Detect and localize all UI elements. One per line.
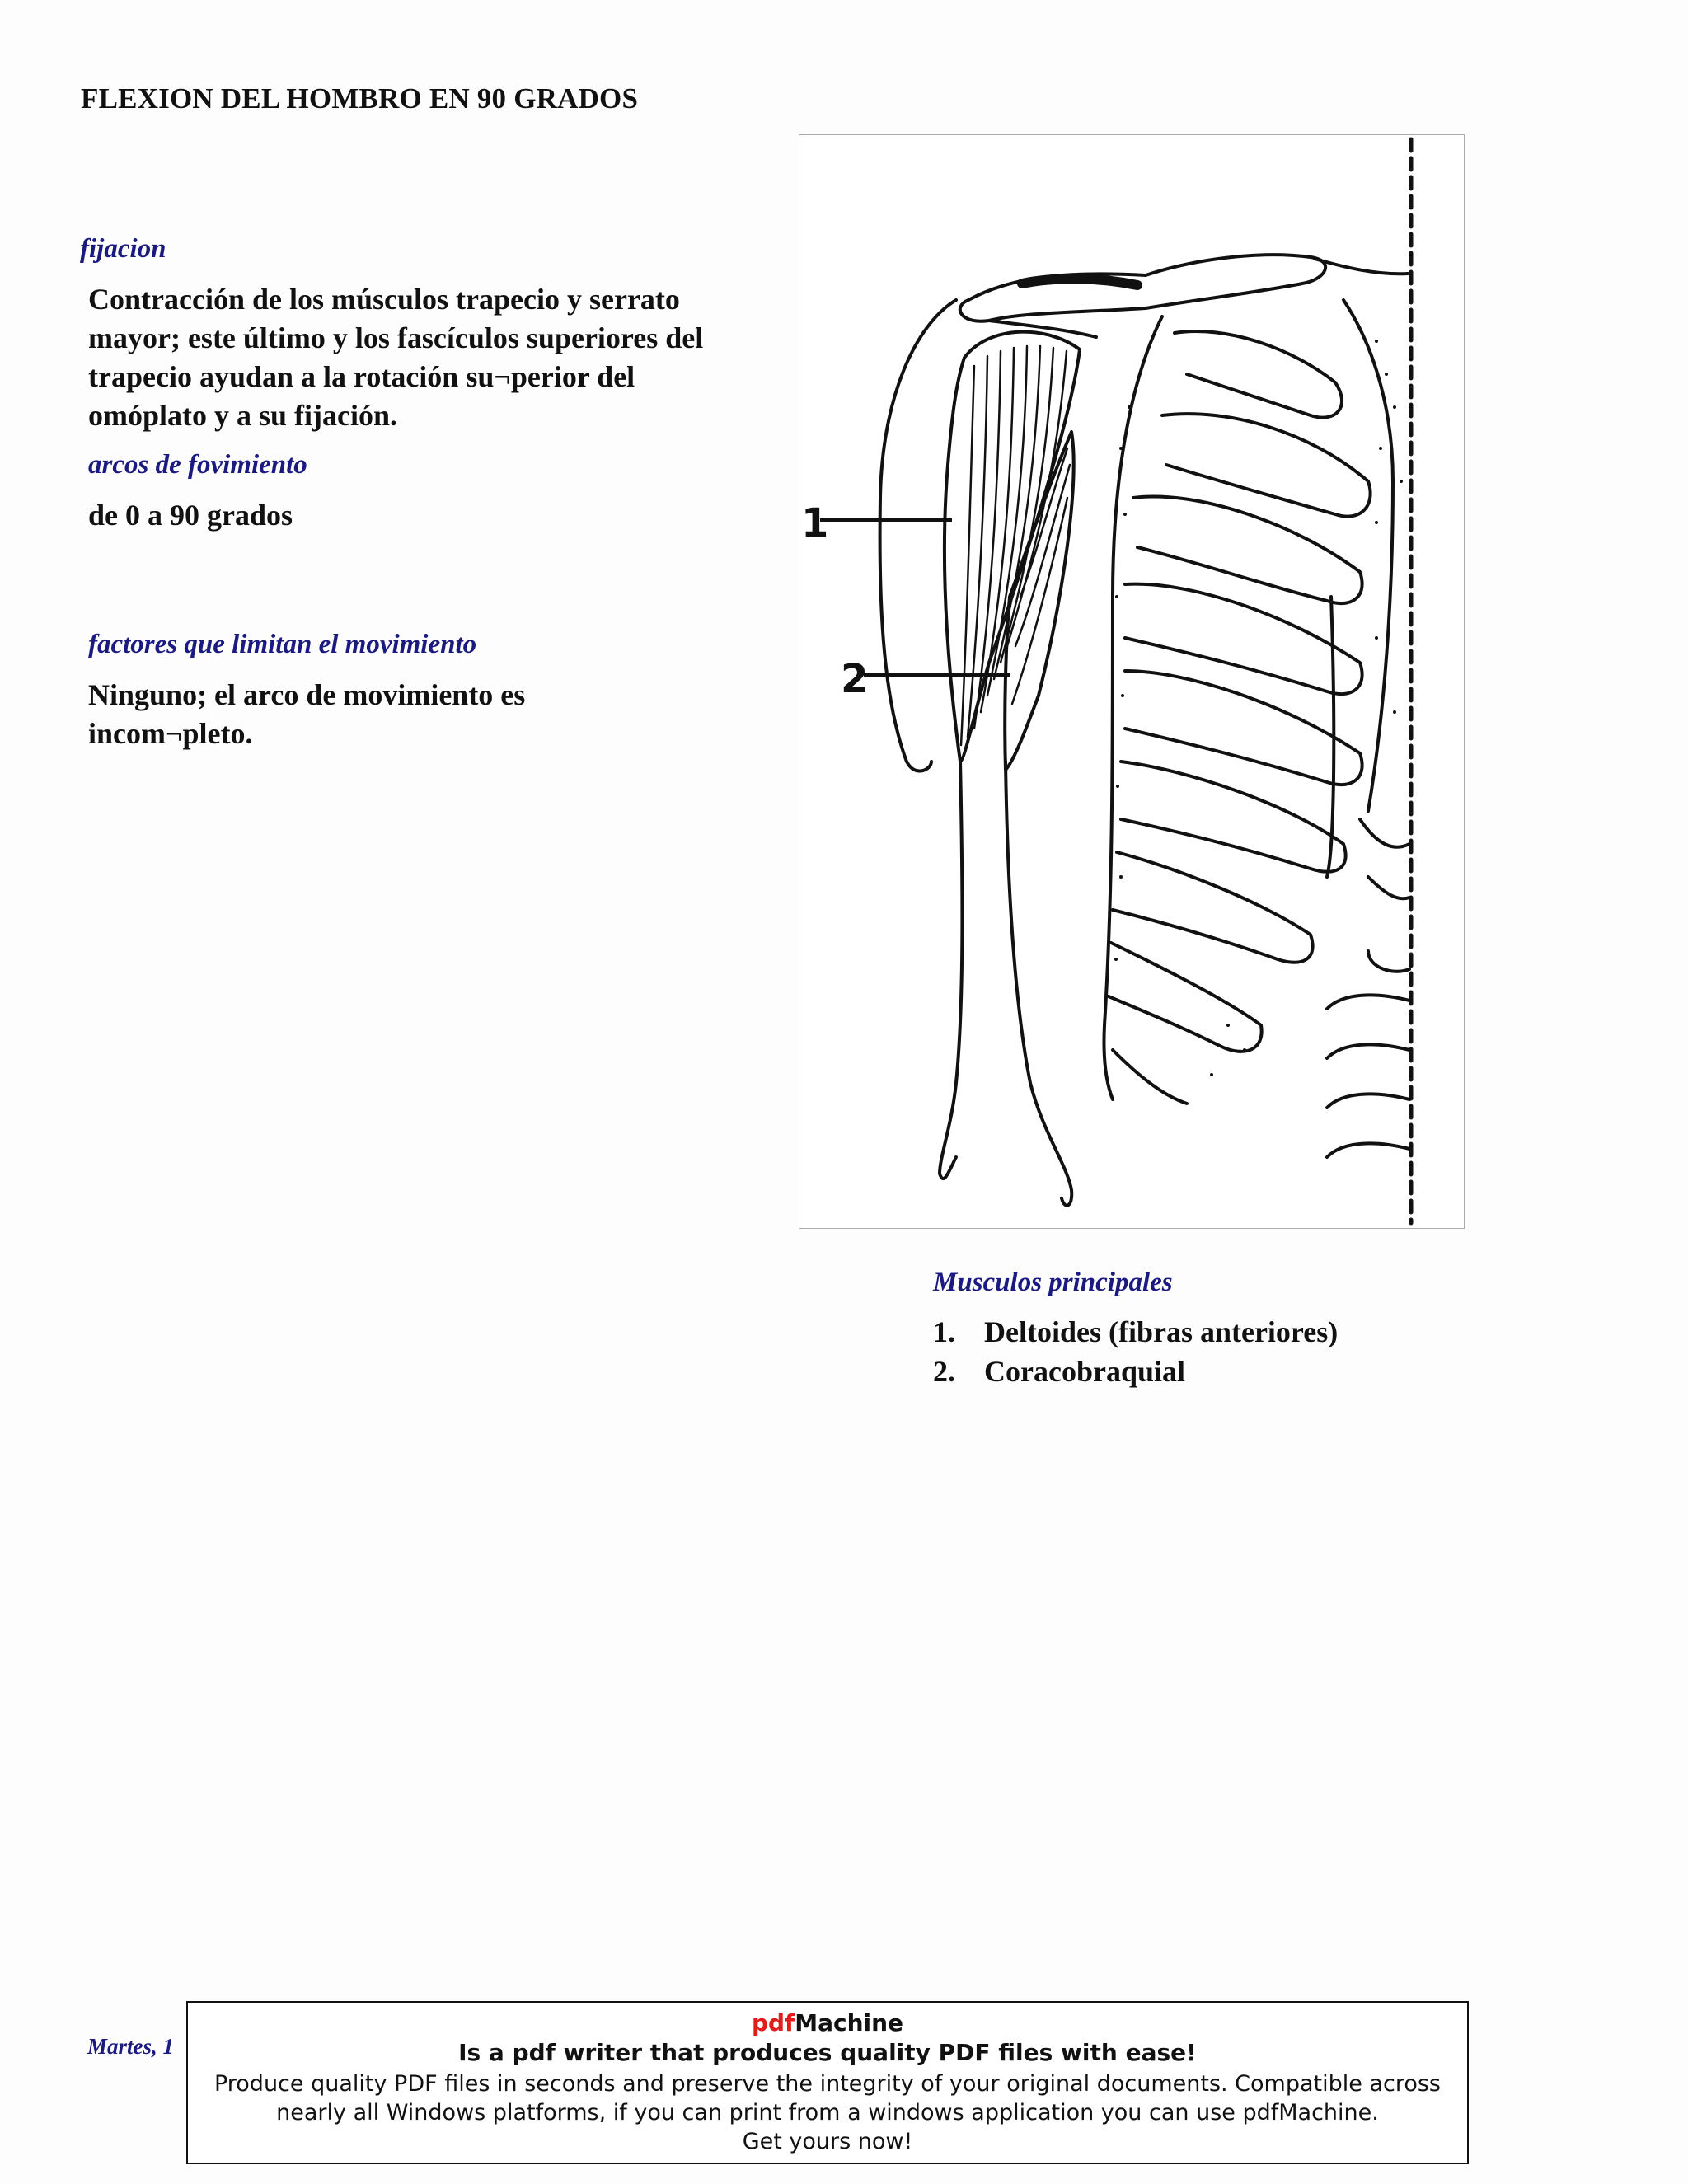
arcos-label: arcos de fovimiento (88, 450, 307, 480)
list-item (933, 1352, 1338, 1391)
page-title: FLEXION DEL HOMBRO EN 90 GRADOS (81, 82, 639, 115)
banner-cta[interactable]: Get yours now! (742, 2129, 913, 2154)
footer-date: Martes, 1 (87, 2034, 175, 2059)
banner-brand (188, 2009, 1467, 2036)
fijacion-body (88, 280, 703, 435)
list-item-text: Coracobraquial (984, 1355, 1186, 1388)
brand-pdf: pdf (751, 2009, 795, 2036)
list-item-number: 1. (933, 1315, 955, 1348)
arcos-body: de 0 a 90 grados (88, 499, 293, 532)
musculos-label: Musculos principales (933, 1268, 1173, 1297)
factores-body (88, 676, 525, 753)
fijacion-line: omóplato y a su fijación. (88, 399, 398, 432)
pdfmachine-banner[interactable] (186, 2001, 1469, 2164)
shoulder-anatomy-figure (799, 134, 1465, 1229)
banner-desc-line: nearly all Windows platforms, if you can print from a windows application you can use pdfMachine. (276, 2100, 1379, 2125)
musculos-list (933, 1312, 1338, 1391)
fijacion-line: trapecio ayudan a la rotación su¬perior del (88, 360, 635, 393)
marker-2: 2 (841, 656, 869, 702)
marker-1: 1 (801, 500, 829, 546)
list-item-text: Deltoides (fibras anteriores) (984, 1315, 1339, 1348)
factores-line: incom¬pleto. (88, 717, 253, 750)
banner-description (213, 2069, 1442, 2156)
factores-line: Ninguno; el arco de movimiento es (88, 678, 526, 711)
banner-tagline: Is a pdf writer that produces quality PDF files with ease! (458, 2039, 1197, 2066)
shoulder-anatomy-icon (799, 135, 1464, 1228)
list-item (933, 1312, 1338, 1352)
fijacion-line: mayor; este último y los fascículos superiores del (88, 321, 704, 354)
list-item-number: 2. (933, 1355, 955, 1388)
fijacion-label: fijacion (80, 234, 166, 264)
fijacion-line: Contracción de los músculos trapecio y serrato (88, 283, 680, 316)
banner-desc-line: Produce quality PDF files in seconds and preserve the integrity of your original documents. Compatible across (213, 2071, 1442, 2097)
brand-machine: Machine (795, 2009, 904, 2036)
factores-label: factores que limitan el movimiento (88, 630, 477, 659)
